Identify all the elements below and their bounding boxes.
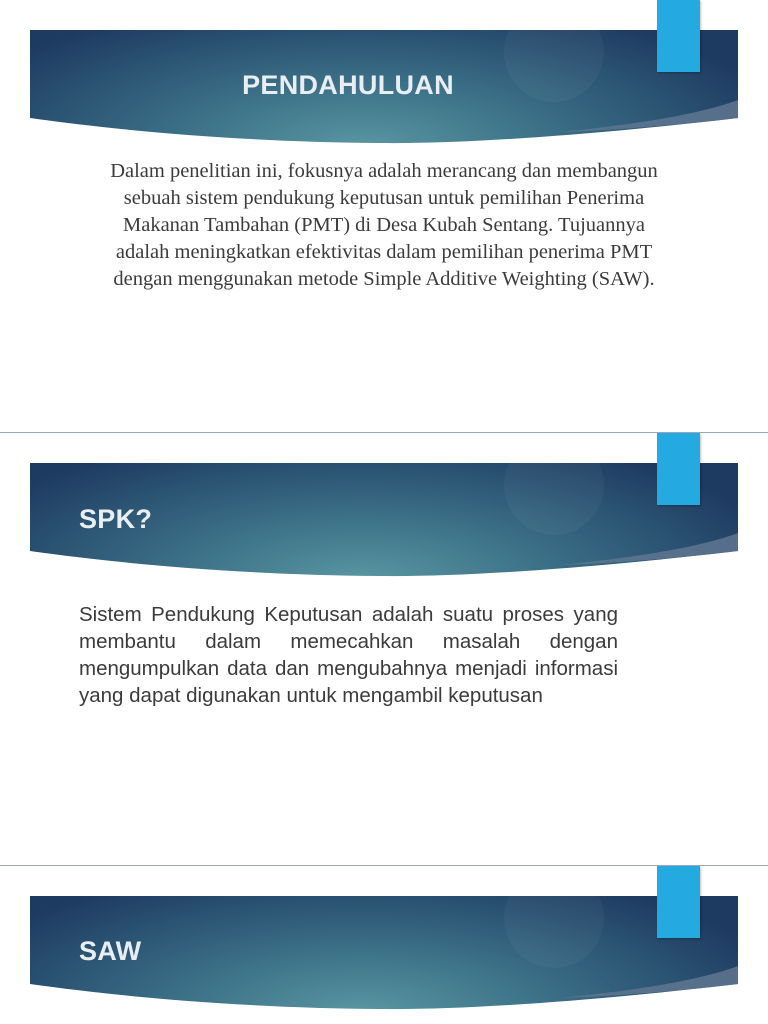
slide-body-text: Sistem Pendukung Keputusan adalah suatu proses yang membantu dalam memecahkan masalah dengan mengumpulkan data dan mengubahnya menjadi informasi yang dapat digunakan untuk mengambil keputusan [79, 603, 618, 707]
accent-tab [657, 866, 700, 938]
slide-body-text: Dalam penelitian ini, fokusnya adalah merancang dan membangun sebuah sistem pendukung keputusan untuk pemilihan Penerima Makanan Tambahan (PMT) di Desa Kubah Sentang. Tujuannya adalah meningkatkan efektivitas dalam pemilihan penerima PMT dengan menggunakan metode Simple Additive Weighting (SAW). [110, 160, 658, 290]
slide-1 [0, 0, 768, 432]
slide-title: PENDAHULUAN [242, 70, 454, 100]
slide-3 [0, 866, 768, 1024]
accent-tab [657, 0, 700, 72]
slide-title: SAW [79, 936, 142, 966]
accent-tab [657, 433, 700, 505]
slide-title: SPK? [79, 504, 153, 534]
